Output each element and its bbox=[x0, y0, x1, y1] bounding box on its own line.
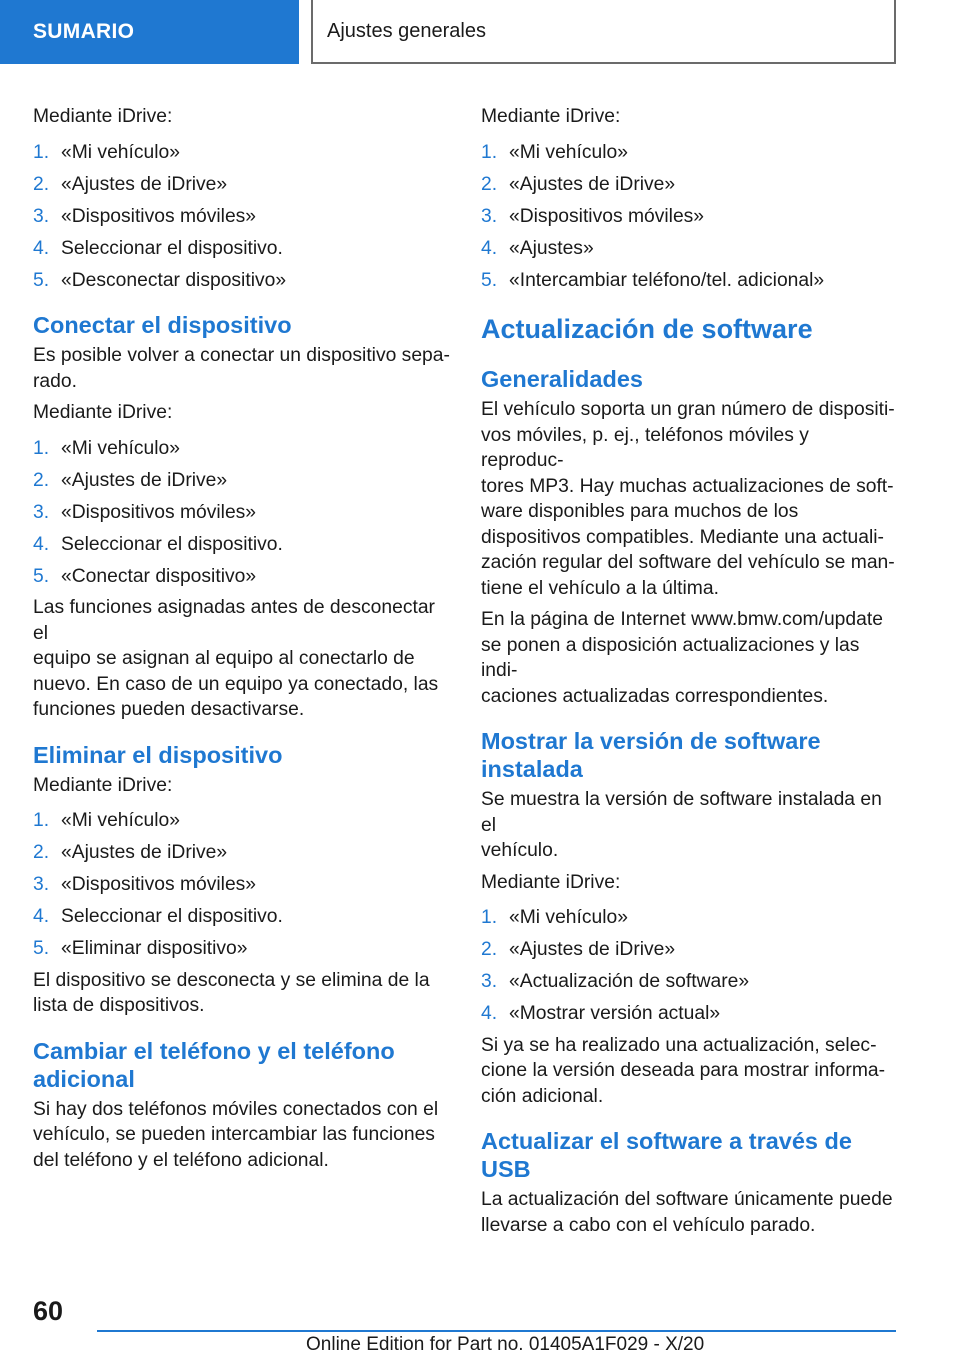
page-header bbox=[0, 0, 960, 68]
swap-text: Si hay dos teléfonos móviles conectados con el vehículo, se pueden intercambiar las funciones del teléfono y el teléfono adicional. bbox=[33, 1098, 439, 1171]
list-item: 1. «Mi vehículo» bbox=[33, 437, 180, 459]
section-title: Ajustes generales bbox=[311, 0, 896, 64]
list-item: 2. «Ajustes de iDrive» bbox=[481, 173, 676, 195]
show-version-steps bbox=[481, 905, 896, 1027]
list-item: 4. «Mostrar versión actual» bbox=[481, 1003, 721, 1024]
connect-heading: Conectar el dispositivo bbox=[33, 312, 292, 338]
general-text: El vehículo soporta un gran número de dispositi- vos móviles, p. ej., teléfonos móviles y reproduc- tores MP3. Hay muchas actualizaciones de soft- ware disponibles para muchos de los dispositivos compatibles. Mediante una actuali- zación regular del software del vehículo se man- tiene el vehículo a la última. bbox=[481, 399, 895, 599]
internet-text: En la página de Internet www.bmw.com/update se ponen a disposición actualizaciones y las indi- caciones actualizadas correspondientes. bbox=[481, 609, 883, 707]
remove-heading: Eliminar el dispositivo bbox=[33, 741, 283, 768]
list-item: 4. Seleccionar el dispositivo. bbox=[33, 237, 283, 259]
intro-label: Mediante iDrive: bbox=[481, 106, 621, 127]
remove-text: El dispositivo se desconecta y se elimina de la lista de dispositivos. bbox=[33, 969, 430, 1016]
list-item: 4. Seleccionar el dispositivo. bbox=[33, 533, 283, 555]
list-item: 5. «Eliminar dispositivo» bbox=[33, 938, 248, 959]
connect-steps bbox=[33, 436, 451, 590]
list-item: 4. Seleccionar el dispositivo. bbox=[33, 906, 283, 927]
list-item: 2. «Ajustes de iDrive» bbox=[33, 173, 228, 195]
list-item: 5. «Conectar dispositivo» bbox=[33, 565, 257, 587]
intro-label: Mediante iDrive: bbox=[33, 106, 173, 127]
show-after-text: Si ya se ha realizado una actualización, selec- cione la versión deseada para mostrar informa- ción adicional. bbox=[481, 1034, 886, 1107]
list-item: 1. «Mi vehículo» bbox=[33, 141, 180, 163]
list-item: 1. «Mi vehículo» bbox=[481, 907, 628, 928]
list-item: 3. «Dispositivos móviles» bbox=[33, 874, 257, 895]
usb-text: La actualización del software únicamente puede llevarse a cabo con el vehículo parado. bbox=[481, 1189, 893, 1236]
connect-label: Mediante iDrive: bbox=[33, 402, 173, 423]
connect-text: Es posible volver a conectar un dispositivo sepa- rado. bbox=[33, 345, 450, 392]
remove-label: Mediante iDrive: bbox=[33, 774, 173, 796]
edition-text: Online Edition for Part no. 01405A1F029 - X/20 bbox=[306, 1334, 705, 1355]
remove-steps bbox=[33, 808, 451, 962]
swap-heading: Cambiar el teléfono y el teléfono adicional bbox=[33, 1037, 395, 1092]
show-version-heading: Mostrar la versión de software instalada bbox=[481, 728, 821, 782]
usb-heading: Actualizar el software a través de USB bbox=[481, 1128, 852, 1182]
update-heading: Actualización de software bbox=[481, 314, 813, 344]
general-heading: Generalidades bbox=[481, 366, 643, 392]
list-item: 3. «Dispositivos móviles» bbox=[481, 205, 705, 227]
list-item: 3. «Dispositivos móviles» bbox=[33, 501, 257, 523]
list-item: 5. «Intercambiar teléfono/tel. adicional» bbox=[481, 269, 825, 291]
show-version-text: Se muestra la versión de software instalada en el vehículo. bbox=[481, 789, 882, 861]
functions-text: Las funciones asignadas antes de desconectar el equipo se asignan al equipo al conectarlo de nuevo. En caso de un equipo ya conectado, las funciones pueden desactivarse. bbox=[33, 597, 439, 720]
left-column bbox=[33, 104, 451, 1173]
list-item: 3. «Dispositivos móviles» bbox=[33, 205, 257, 227]
sumario-tab[interactable]: SUMARIO bbox=[0, 0, 299, 64]
list-item: 1. «Mi vehículo» bbox=[33, 810, 180, 831]
footer-divider bbox=[97, 1330, 896, 1332]
disconnect-steps bbox=[33, 140, 451, 294]
right-column bbox=[481, 104, 896, 1238]
swap-steps bbox=[481, 140, 896, 294]
list-item: 2. «Ajustes de iDrive» bbox=[33, 469, 228, 491]
list-item: 2. «Ajustes de iDrive» bbox=[481, 939, 676, 960]
list-item: 5. «Desconectar dispositivo» bbox=[33, 269, 287, 291]
list-item: 4. «Ajustes» bbox=[481, 237, 594, 259]
list-item: 3. «Actualización de software» bbox=[481, 971, 750, 992]
list-item: 2. «Ajustes de iDrive» bbox=[33, 842, 228, 863]
list-item: 1. «Mi vehículo» bbox=[481, 141, 628, 163]
show-label: Mediante iDrive: bbox=[481, 871, 621, 893]
page-number: 60 bbox=[33, 1296, 64, 1326]
